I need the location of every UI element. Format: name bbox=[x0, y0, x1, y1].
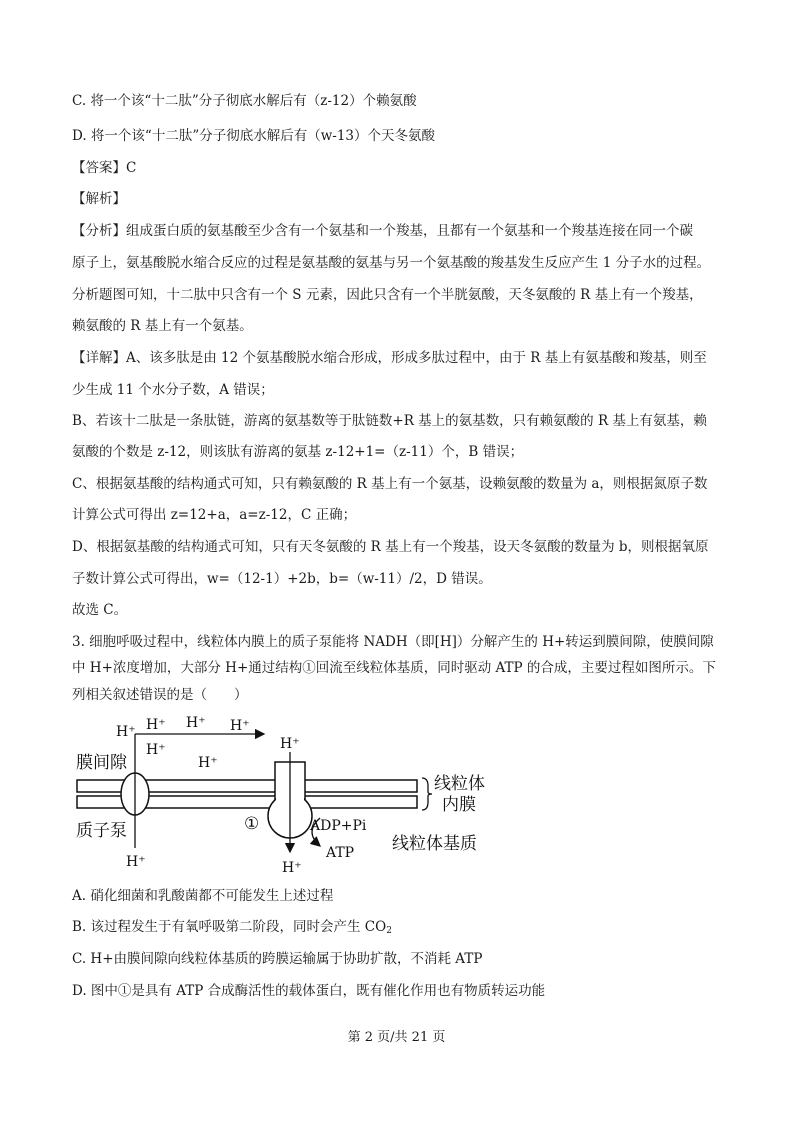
text-line: D、根据氨基酸的结构通式可知，只有天冬氨酸的 R 基上有一个羧基，设天冬氨酸的数量为 b，则根据氧原 bbox=[72, 539, 709, 555]
text-line: 计算公式可得出 z=12+a，a=z-12，C 正确； bbox=[72, 507, 357, 523]
matrix-label: 线粒体基质 bbox=[392, 834, 477, 854]
h-plus-label: H⁺ bbox=[186, 715, 206, 731]
h-plus-label: H⁺ bbox=[282, 860, 302, 876]
option-b-subscript: 2 bbox=[386, 926, 392, 936]
intermembrane-space-label: 膜间隙 bbox=[76, 753, 127, 773]
text-line: 分析题图可知，十二肽中只含有一个 S 元素，因此只含有一个半胱氨酸，天冬氨酸的 R 基上有一个羧基， bbox=[72, 287, 703, 303]
h-plus-label: H⁺ bbox=[126, 854, 146, 870]
text-line: 【分析】组成蛋白质的氨基酸至少含有一个氨基和一个羧基，且都有一个氨基和一个羧基连接在同一个碳 bbox=[72, 223, 693, 239]
structure-1-label: ① bbox=[244, 814, 260, 834]
option-c: C. H+由膜间隙向线粒体基质的跨膜运输属于协助扩散，不消耗 ATP bbox=[72, 951, 483, 967]
answer-label: 【答案】C bbox=[72, 160, 137, 176]
question-stem: 列相关叙述错误的是（ ） bbox=[72, 687, 248, 703]
analysis-heading: 【解析】 bbox=[72, 191, 126, 207]
inner-membrane-label: 内膜 bbox=[442, 795, 476, 815]
question-stem: 中 H+浓度增加，大部分 H+通过结构①回流至线粒体基质，同时驱动 ATP 的合成，主要过程如图所示。下 bbox=[72, 660, 716, 676]
h-plus-label: H⁺ bbox=[280, 736, 300, 752]
text-line: C. 将一个该“十二肽”分子彻底水解后有（z-12）个赖氨酸 bbox=[72, 93, 417, 109]
option-a: A. 硝化细菌和乳酸菌都不可能发生上述过程 bbox=[72, 888, 334, 904]
h-plus-label: H⁺ bbox=[146, 742, 166, 758]
text-line: 少生成 11 个水分子数，A 错误； bbox=[72, 382, 274, 398]
option-b-text: B. 该过程发生于有氧呼吸第二阶段，同时会产生 CO bbox=[72, 919, 387, 935]
question-stem: 3. 细胞呼吸过程中，线粒体内膜上的质子泵能将 NADH（即[H]）分解产生的 H+转运到膜间隙，使膜间隙 bbox=[72, 634, 714, 650]
text-line: 原子上，氨基酸脱水缩合反应的过程是氨基酸的氨基与另一个氨基酸的羧基发生反应产生 1 分子水的过程。 bbox=[72, 255, 711, 271]
text-line: 【详解】A、该多肽是由 12 个氨基酸脱水缩合形成，形成多肽过程中，由于 R 基上有氨基酸和羧基，则至 bbox=[72, 350, 707, 366]
text-line: C、根据氨基酸的结构通式可知，只有赖氨酸的 R 基上有一个氨基，设赖氨酸的数量为 a，则根据氮原子数 bbox=[72, 476, 708, 492]
proton-pump-label: 质子泵 bbox=[76, 821, 127, 841]
text-line: 子数计算公式可得出，w=（12-1）+2b，b=（w-11）/2，D 错误。 bbox=[72, 571, 492, 587]
text-line: 赖氨酸的 R 基上有一个氨基。 bbox=[72, 318, 253, 334]
h-plus-label: H⁺ bbox=[198, 755, 218, 771]
h-plus-label: H⁺ bbox=[146, 717, 166, 733]
adp-pi-label: ADP+Pi bbox=[310, 818, 367, 834]
text-line: B、若该十二肽是一条肽链，游离的氨基数等于肽链数+R 基上的氨基数，只有赖氨酸的 R 基上有氨基，赖 bbox=[72, 413, 707, 429]
text-line: 故选 C。 bbox=[72, 602, 128, 618]
membrane-brace bbox=[422, 778, 432, 810]
text-line: D. 将一个该“十二肽”分子彻底水解后有（w-13）个天冬氨酸 bbox=[72, 128, 436, 144]
text-line: 氨酸的个数是 z-12，则该肽有游离的氨基 z-12+1=（z-11）个，B 错误； bbox=[72, 444, 524, 460]
atp-label: ATP bbox=[326, 845, 355, 861]
h-plus-label: H⁺ bbox=[116, 724, 136, 740]
page-footer: 第 2 页/共 21 页 bbox=[347, 1030, 446, 1045]
mitochondria-label: 线粒体 bbox=[434, 774, 485, 794]
option-d: D. 图中①是具有 ATP 合成酶活性的载体蛋白，既有催化作用也有物质转运功能 bbox=[72, 983, 546, 999]
h-plus-label: H⁺ bbox=[230, 718, 250, 734]
option-b bbox=[72, 918, 392, 940]
mitochondria-atp-diagram bbox=[72, 712, 492, 880]
